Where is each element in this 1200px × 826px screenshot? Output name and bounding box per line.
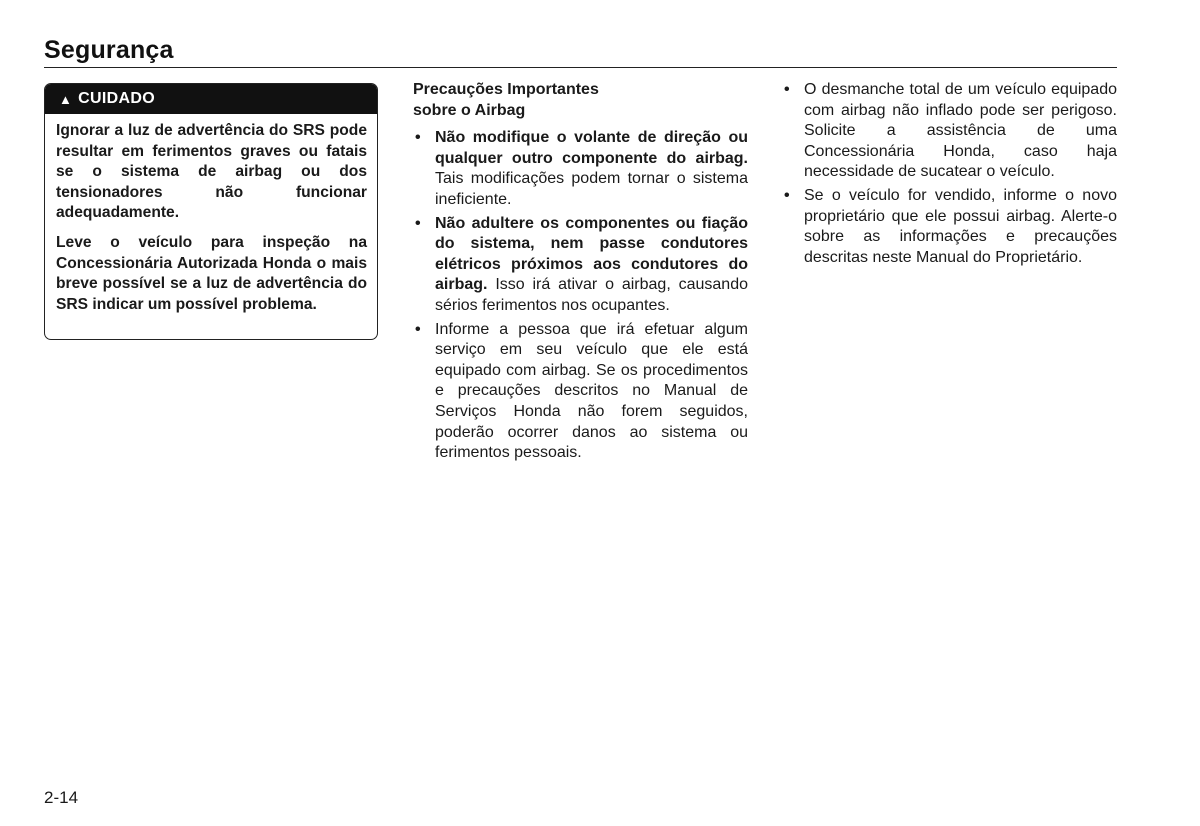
- list-item-bold: Não modifique o volante de direção ou qualquer outro componente do airbag.: [435, 129, 748, 167]
- bullet-icon: •: [415, 320, 421, 338]
- middle-column: [413, 80, 748, 467]
- caution-label: CUIDADO: [78, 90, 155, 107]
- caution-box: [44, 83, 378, 340]
- bullet-icon: •: [415, 129, 421, 147]
- section-title: Segurança: [44, 36, 174, 64]
- page-number: 2-14: [44, 788, 79, 807]
- list-item: [782, 186, 1117, 268]
- list-item-text: O desmanche total de um veículo equipado com airbag não inflado pode ser perigoso. Solicite a assistência de uma Concessionária Honda, caso haja necessidade de sucatear o veículo.: [804, 81, 1117, 181]
- bullet-icon: •: [784, 186, 790, 204]
- bullet-icon: •: [415, 214, 421, 232]
- caution-paragraph-1: Ignorar a luz de advertência do SRS pode resultar em ferimentos graves ou fatais se o sistema de airbag ou dos tensionadores não funcionar adequadamente.: [56, 122, 367, 222]
- list-item-text: Informe a pessoa que irá efetuar algum serviço em seu veículo que ele está equipado com airbag. Se os procedimentos e precauções descritos no Manual de Serviços Honda não forem seguidos, poderão ocorrer danos ao sistema ou ferimentos pessoais.: [435, 320, 748, 462]
- list-item-text: Tais modificações podem tornar o sistema ineficiente.: [435, 170, 748, 208]
- list-item: [413, 214, 748, 317]
- caution-body: [45, 114, 377, 315]
- bullet-icon: •: [784, 81, 790, 98]
- additional-precautions-list: [782, 80, 1117, 268]
- list-item: [413, 128, 748, 210]
- precautions-list: [413, 128, 748, 464]
- list-item-text: Isso irá ativar o airbag, causando sérios ferimentos nos ocupantes.: [435, 276, 748, 314]
- list-item: [413, 320, 748, 464]
- list-item: [782, 80, 1117, 183]
- warning-triangle-icon: ▲: [59, 91, 73, 107]
- airbag-precautions-heading: [413, 80, 748, 121]
- caution-paragraph-2: Leve o veículo para inspeção na Concessionária Autorizada Honda o mais breve possível se a luz de advertência do SRS indicar um possível problema.: [56, 233, 367, 313]
- heading-line-1: Precauções Importantes: [413, 81, 599, 98]
- heading-line-2: sobre o Airbag: [413, 101, 526, 119]
- list-item-bold: Não adultere os componentes ou fiação do sistema, nem passe condutores elétricos próximos aos condutores do airbag.: [435, 214, 748, 294]
- title-rule: [44, 67, 1117, 68]
- list-item-text: Se o veículo for vendido, informe o novo proprietário que ele possui airbag. Alerte-o sobre as informações e precauções descritas neste Manual do Proprietário.: [804, 186, 1117, 266]
- right-column: [782, 80, 1117, 271]
- caution-header: [45, 84, 377, 114]
